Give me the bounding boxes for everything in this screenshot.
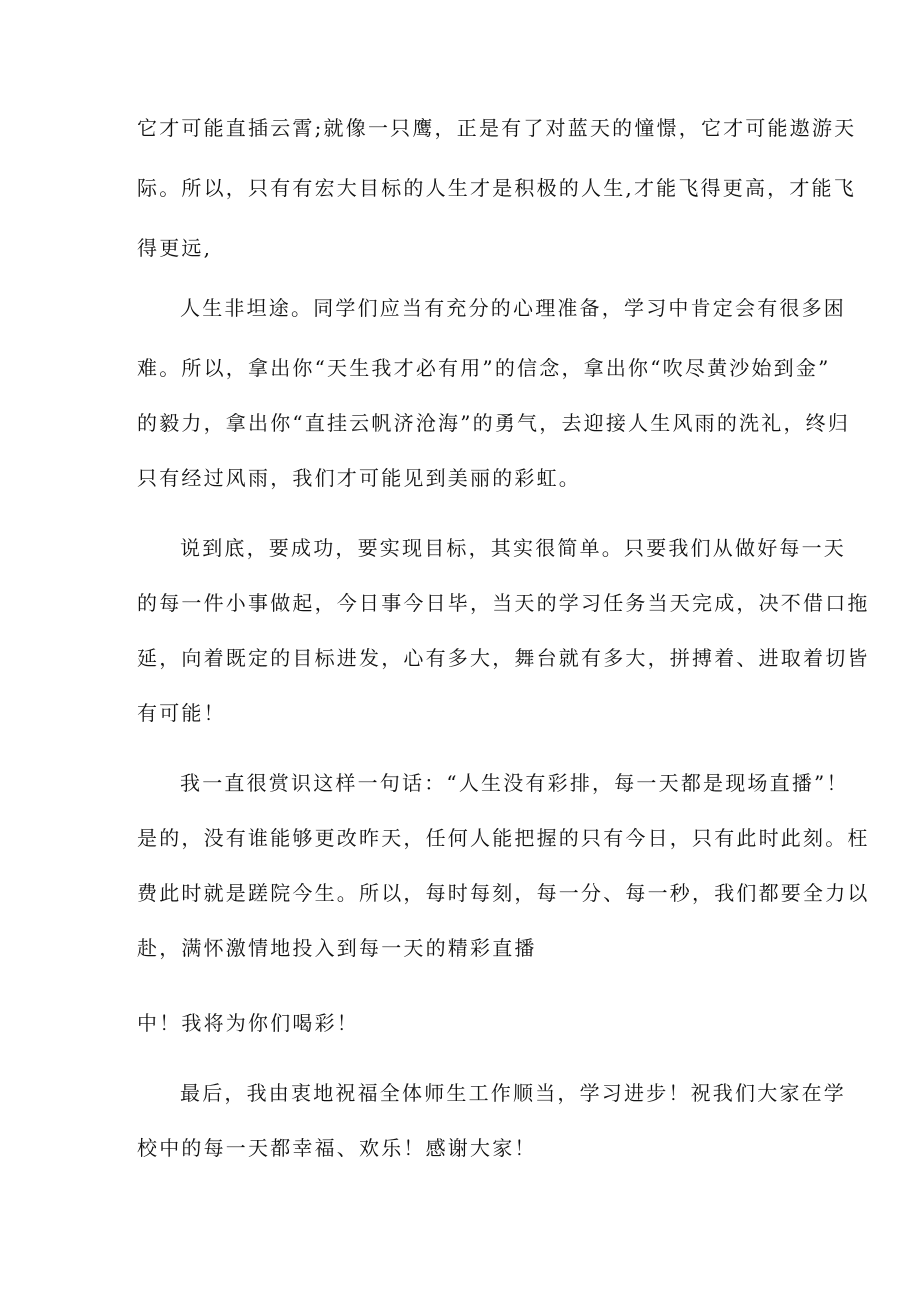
text-line: 延，向着既定的目标进发，心有多大，舞台就有多大，拼搏着、进取着切皆 (137, 646, 870, 670)
text-line: 我一直很赏识这样一句话：“人生没有彩排，每一天都是现场直播”！ (180, 771, 849, 795)
text-line: 的毅力，拿出你“直挂云帆济沧海”的勇气，去迎接人生风雨的洗礼，终归 (137, 411, 851, 435)
text-line: 费此时就是蹉院今生。所以，每时每刻，每一分、每一秒，我们都要全力以 (137, 881, 870, 905)
text-line: 说到底，要成功，要实现目标，其实很简单。只要我们从做好每一天 (180, 536, 846, 560)
text-line: 难。所以，拿出你“天生我才必有用”的信念，拿出你“吹尽黄沙始到金” (137, 356, 831, 380)
text-line: 的每一件小事做起，今日事今日毕，当天的学习任务当天完成，决不借口拖 (137, 591, 870, 615)
text-line: 有可能！ (137, 701, 226, 725)
text-line: 人生非坦途。同学们应当有充分的心理准备，学习中肯定会有很多困 (180, 296, 846, 320)
text-line: 得更远, (137, 236, 213, 260)
text-line: 只有经过风雨，我们才可能见到美丽的彩虹。 (137, 466, 581, 490)
text-line: 中！我将为你们喝彩！ (137, 1011, 359, 1035)
text-line: 最后，我由衷地祝福全体师生工作顺当，学习进步！祝我们大家在学 (180, 1081, 846, 1105)
text-line: 校中的每一天都幸福、欢乐！感谢大家！ (137, 1136, 537, 1160)
text-line: 它才可能直插云霄;就像一只鹰，正是有了对蓝天的憧憬，它才可能遨游天 (137, 116, 857, 140)
text-line: 赴，满怀激情地投入到每一天的精彩直播 (137, 936, 537, 960)
text-line: 际。所以，只有有宏大目标的人生才是积极的人生,才能飞得更高，才能飞 (137, 176, 856, 200)
text-line: 是的，没有谁能够更改昨天，任何人能把握的只有今日，只有此时此刻。枉 (137, 826, 870, 850)
